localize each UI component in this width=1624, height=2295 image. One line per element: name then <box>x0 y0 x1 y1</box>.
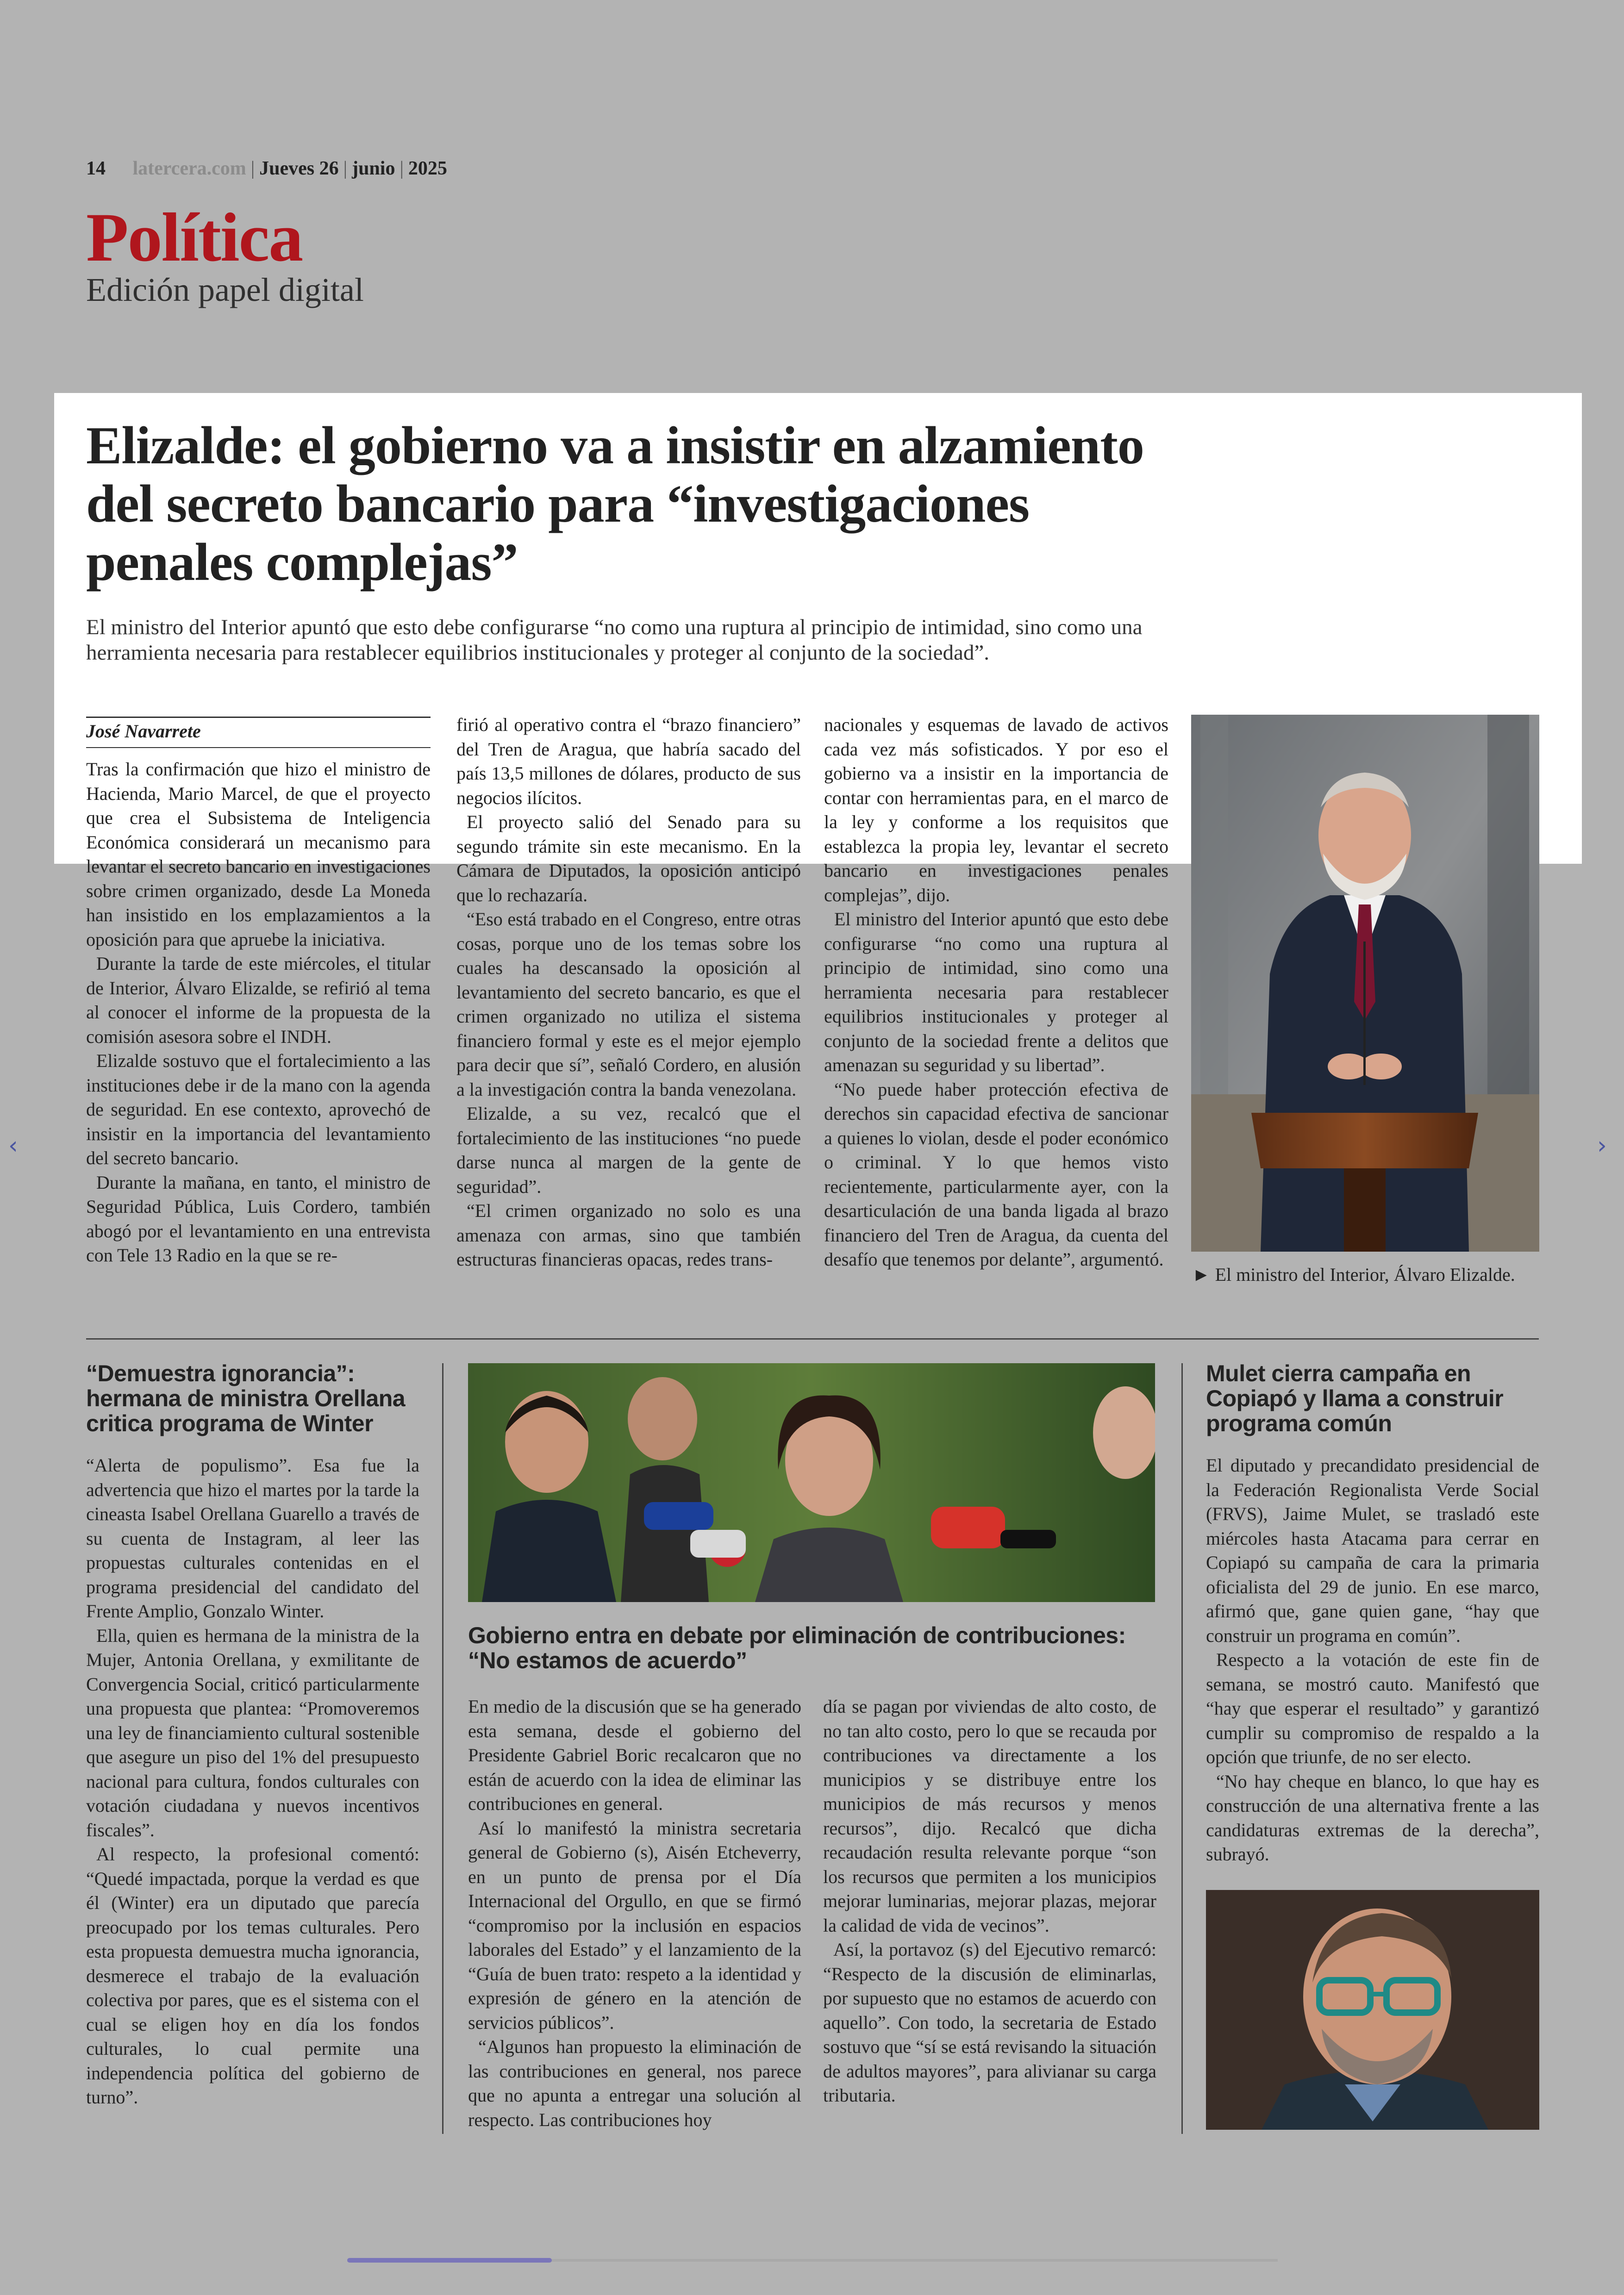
paragraph: Respecto a la votación de este fin de semana, se mostró cauto. Manifestó que “hay que esperar el resultado” y garantizó cumplir su compromiso de respaldo a la opción que triunfe, de no ser electo. <box>1206 1649 1539 1767</box>
press-conference-photo <box>468 1363 1155 1602</box>
byline-rule-bottom <box>86 747 431 748</box>
center-story-headline: Gobierno entra en debate por eliminación de contribuciones: “No estamos de acuerdo” <box>468 1622 1126 1673</box>
paragraph: “Alerta de populismo”. Esa fue la advertencia que hizo el martes por la tarde la cineasta Isabel Orellana Guarello a través de su cuenta de Instagram, al leer las propuestas culturales contenidas en el programa presidencial del candidato del Frente Amplio, Gonzalo Winter. <box>86 1455 419 1621</box>
date-day: Jueves 26 <box>259 158 339 179</box>
section-divider <box>86 1338 1539 1340</box>
minister-at-podium-image <box>1191 715 1539 1252</box>
minister-photo <box>1191 715 1539 1252</box>
paragraph: “No puede haber protección efectiva de derechos sin capacidad efectiva de sancionar a quienes lo violan, desde el poder económico o criminal. Y lo que hemos visto recientemente, particularmente ayer, con la desarticulación de una banda ligada al brazo financiero del Tren de Aragua, da cuenta del desafío que tenemos por delante”, argumentó. <box>824 1079 1168 1270</box>
photo-caption: ► El ministro del Interior, Álvaro Elizalde. <box>1192 1264 1515 1285</box>
paragraph: Durante la mañana, en tanto, el ministro de Seguridad Pública, Luis Cordero, también abogó por el levantamiento en una entrevista con Tele 13 Radio en la que se re- <box>86 1172 431 1266</box>
paragraph: Elizalde, a su vez, recalcó que el fortalecimiento de las instituciones “no puede darse nunca al margen de la gente de seguridad”. <box>456 1103 801 1197</box>
portrait-image <box>1206 1890 1539 2130</box>
right-story-headline: Mulet cierra campaña en Copiapó y llama a construir programa común <box>1206 1360 1504 1436</box>
byline: José Navarrete <box>86 721 201 742</box>
paragraph: “El crimen organizado no solo es una amenaza con armas, sino que también estructuras financieras opacas, redes trans- <box>456 1200 801 1270</box>
main-headline: Elizalde: el gobierno va a insistir en alzamiento del secreto bancario para “investigaciones penales complejas” <box>86 416 1144 592</box>
page-number: 14 <box>86 158 106 179</box>
right-story-body <box>1206 1453 1539 1867</box>
next-page-icon[interactable]: › <box>1597 1132 1607 1160</box>
prev-page-icon[interactable]: ‹ <box>8 1132 18 1160</box>
left-story-body <box>86 1453 419 2110</box>
paragraph: Así, la portavoz (s) del Ejecutivo remarcó: “Respecto de la discusión de eliminarlas, por supuesto que no estamos de acuerdo con aquello”. Con todo, la secretaria de Estado sostuvo que “sí se está revisando la situación de adultos mayores”, para alivianar su carga tributaria. <box>823 1939 1156 2106</box>
page-scroll-thumb[interactable] <box>347 2258 552 2263</box>
column-rule-right <box>1181 1363 1183 2134</box>
paragraph: Elizalde sostuvo que el fortalecimiento a las instituciones debe ir de la mano con la agenda de seguridad. En ese contexto, aprovechó de insistir en la importancia del levantamiento del secreto bancario. <box>86 1050 431 1168</box>
paragraph: “Eso está trabado en el Congreso, entre otras cosas, porque uno de los temas sobre los cuales ha descansado la oposición al levantamiento del secreto bancario, es que el crimen organizado no utiliza el sistema financiero formal y este es el mejor ejemplo para decir que sí”, señaló Cordero, en alusión a la investigación contra la banda venezolana. <box>456 909 801 1100</box>
paragraph: El proyecto salió del Senado para su segundo trámite sin este mecanismo. En la Cámara de Diputados, la oposición anticipó que lo rechazaría. <box>456 811 801 905</box>
paragraph: El diputado y precandidato presidencial de la Federación Regionalista Verde Social (FRVS), Jaime Mulet, se trasladó este miércoles hasta Atacama para cerrar en Copiapó su campaña de cara la primaria oficialista del 29 de junio. En ese marco, afirmó que, gane quien gane, “hay que construir un programa en común”. <box>1206 1455 1539 1646</box>
paragraph: El ministro del Interior apuntó que esto debe configurarse “no como una ruptura al principio de intimidad, sino como una herramienta necesaria para restablecer equilibrios institucionales y proteger al conjunto de la sociedad frente a delitos que amenazan su seguridad y su libertad”. <box>824 909 1168 1075</box>
edition-label: Edición papel digital <box>86 271 364 308</box>
section-title: Política <box>86 199 303 276</box>
paragraph: día se pagan por viviendas de alto costo, de no tan alto costo, pero lo que se recauda por contribuciones va directamente a los municipios y se distribuye entre los municipios de más recursos y menos recursos”, dijo. Recalcó que dicha recaudación resulta relevante porque “son los recursos que permiten a los municipios mejorar luminarias, mejorar plazas, mejorar la calidad de vida de vecinos”. <box>823 1696 1156 1936</box>
paragraph: “Algunos han propuesto la eliminación de las contribuciones en general, nos parece que no apunta a entregar una solución al respecto. Las contribuciones hoy <box>468 2036 801 2130</box>
paragraph: nacionales y esquemas de lavado de activos cada vez más sofisticados. Y por eso el gobierno va a insistir en la importancia de contar con herramientas para, en el marco de la ley y conforme a los requisitos que establezca la propia ley, levantar el secreto bancario en investigaciones penales complejas”, dijo. <box>824 714 1168 905</box>
byline-rule-top <box>86 717 431 718</box>
left-story-headline: “Demuestra ignorancia”: hermana de ministra Orellana critica programa de Winter <box>86 1360 406 1436</box>
press-conference-image <box>468 1363 1155 1602</box>
masthead-line: 14 latercera.com | Jueves 26 | junio | 2025 <box>86 158 447 179</box>
paragraph: Durante la tarde de este miércoles, el titular de Interior, Álvaro Elizalde, se refirió al tema al conocer el informe de la propuesta de la comisión asesora sobre el INDH. <box>86 953 431 1047</box>
date-year: 2025 <box>408 158 447 179</box>
main-column-3 <box>824 713 1168 1272</box>
main-deck: El ministro del Interior apuntó que esto debe configurarse “no como una ruptura al principio de intimidad, sino como una herramienta necesaria para restablecer equilibrios institucionales y proteger al conjunto de la sociedad”. <box>86 615 1143 665</box>
center-story-column-1 <box>468 1695 801 2132</box>
paragraph: Al respecto, la profesional comentó: “Quedé impactada, porque la verdad es que él (Winter) era un diputado que parecía preocupado por los temas culturales. Pero esta propuesta demuestra mucha ignorancia, desmerece el trabajo de la evaluación colectiva por pares, que es el sistema con el cual se eligen hoy en día los fondos culturales, lo cual permite una independencia política del gobierno de turno”. <box>86 1844 419 2108</box>
center-story-column-2 <box>823 1695 1156 2108</box>
date-month: junio <box>352 158 395 179</box>
main-column-2 <box>456 713 801 1272</box>
main-column-1 <box>86 757 431 1268</box>
portrait-photo <box>1206 1890 1539 2130</box>
paragraph: “No hay cheque en blanco, lo que hay es construcción de una alternativa frente a las candidaturas extremas de la derecha”, subrayó. <box>1206 1771 1539 1865</box>
paragraph: Así lo manifestó la ministra secretaria general de Gobierno (s), Aisén Etcheverry, en un punto de prensa por el Día Internacional del Orgullo, en que se firmó “compromiso por la inclusión en espacios laborales del Estado” y el lanzamiento de la “Guía de buen trato: respeto a la identidad y expresión de género en la atención de servicios públicos”. <box>468 1817 801 2033</box>
paragraph: Tras la confirmación que hizo el ministro de Hacienda, Mario Marcel, de que el proyecto que crea el Subsistema de Inteligencia Económica considerará un mecanismo para levantar el secreto bancario en investigaciones sobre crimen organizado, desde La Moneda han insistido en los emplazamientos a la oposición para que apruebe la iniciativa. <box>86 759 431 950</box>
paragraph: firió al operativo contra el “brazo financiero” del Tren de Aragua, que habría sacado del país 13,5 millones de dólares, producto de sus negocios ilícitos. <box>456 714 801 808</box>
site-name: latercera.com <box>132 158 246 179</box>
paragraph: En medio de la discusión que se ha generado esta semana, desde el gobierno del Presidente Gabriel Boric recalcaron que no están de acuerdo con la idea de eliminar las contribuciones en general. <box>468 1696 801 1814</box>
paragraph: Ella, quien es hermana de la ministra de la Mujer, Antonia Orellana, y exmilitante de Convergencia Social, criticó particularmente una propuesta que plantea: “Promoveremos una ley de financiamiento cultural sostenible que asegure un piso del 1% del presupuesto nacional para cultura, fondos culturales con votación ciudadana y nuevos incentivos fiscales”. <box>86 1625 419 1840</box>
column-rule-left <box>442 1363 443 2134</box>
